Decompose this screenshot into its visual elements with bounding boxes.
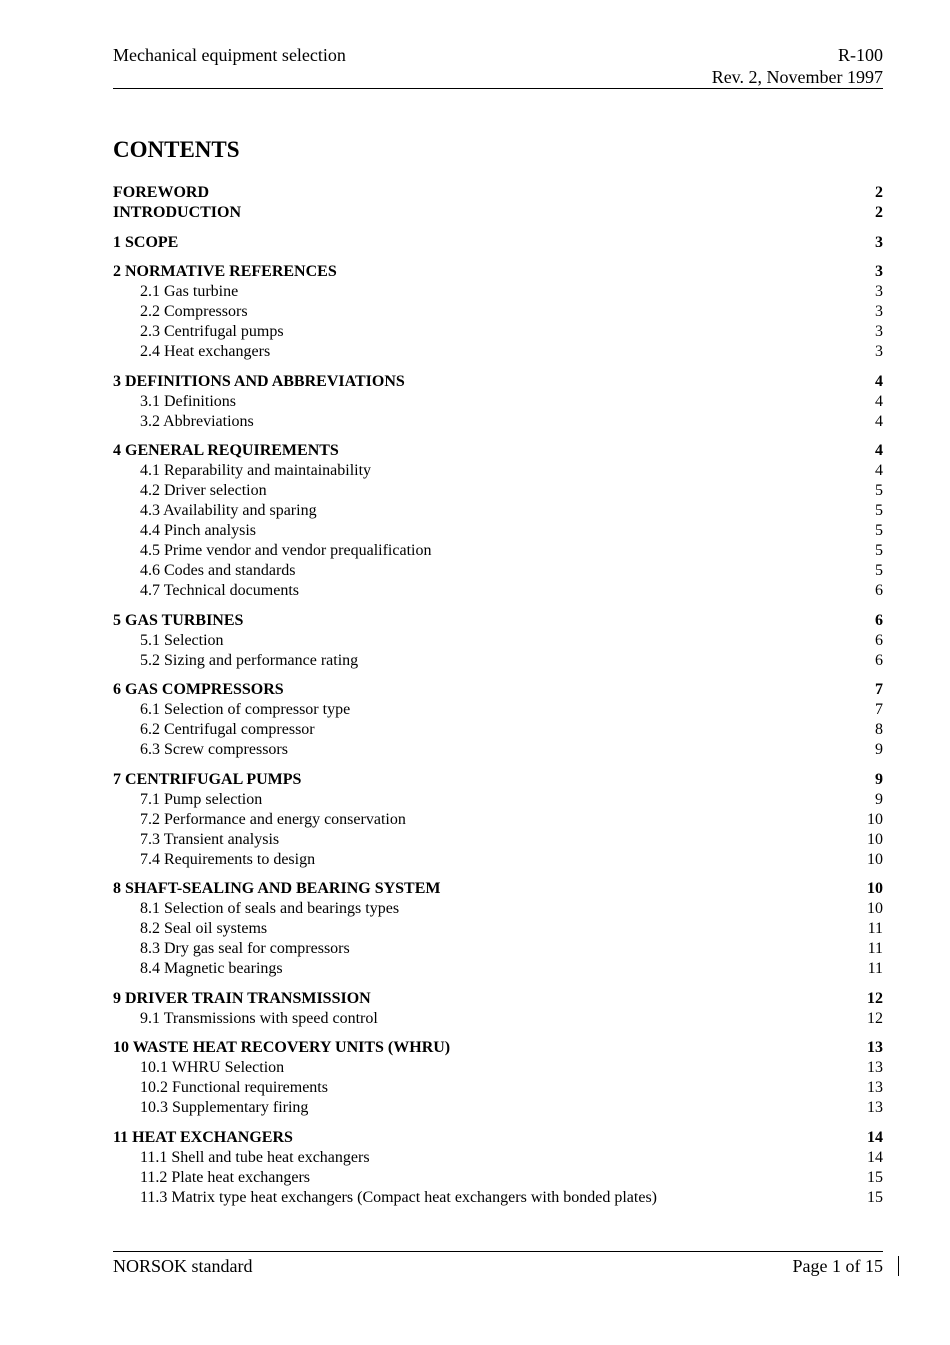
- toc-page: 14: [867, 1148, 883, 1166]
- toc-page: 11: [867, 920, 883, 937]
- toc-label: 2 NORMATIVE REFERENCES: [113, 263, 337, 280]
- toc-page: 6: [875, 611, 883, 629]
- toc-page: 10: [867, 810, 883, 828]
- toc-entry-6-1[interactable]: [113, 700, 883, 720]
- toc-label: 8.4 Magnetic bearings: [140, 960, 283, 977]
- toc-label: 11.1 Shell and tube heat exchangers: [140, 1148, 370, 1166]
- toc-label: 8.3 Dry gas seal for compressors: [140, 940, 350, 957]
- toc-label: 11.3 Matrix type heat exchangers (Compact heat exchangers with bonded plates): [140, 1188, 658, 1206]
- toc-label: 7.3 Transient analysis: [140, 830, 280, 848]
- contents-heading: CONTENTS: [113, 137, 240, 162]
- toc-entry-chapter-7[interactable]: [113, 770, 883, 790]
- toc-entry-foreword[interactable]: [113, 183, 883, 203]
- toc-group-8: [113, 879, 883, 979]
- toc-entry-2-1[interactable]: [113, 282, 883, 302]
- toc-page: 15: [867, 1188, 883, 1206]
- toc-label: 6.2 Centrifugal compressor: [140, 721, 315, 738]
- toc-entry-chapter-6[interactable]: [113, 680, 883, 700]
- toc-label: 10.3 Supplementary firing: [140, 1099, 309, 1116]
- toc-page: 4: [875, 412, 883, 430]
- toc-label: 4.2 Driver selection: [140, 482, 267, 499]
- toc-label: 3.2 Abbreviations: [140, 412, 254, 430]
- toc-label: FOREWORD: [113, 184, 209, 201]
- toc-page: 5: [875, 482, 883, 499]
- toc-entry-chapter-5[interactable]: [113, 611, 883, 631]
- toc-page: 13: [867, 1039, 883, 1056]
- toc-page: 2: [875, 184, 883, 201]
- toc-entry-10-3[interactable]: [113, 1098, 883, 1118]
- toc-entry-7-3[interactable]: [113, 830, 883, 850]
- page-number: Page 1 of 15: [792, 1256, 883, 1276]
- toc-entry-3-1[interactable]: [113, 392, 883, 412]
- toc-page: 12: [867, 989, 883, 1007]
- toc-page: 6: [875, 631, 883, 649]
- toc-entry-4-7[interactable]: [113, 581, 883, 601]
- toc-entry-8-1[interactable]: [113, 899, 883, 919]
- toc-page: 4: [875, 462, 883, 479]
- toc-entry-4-2[interactable]: [113, 481, 883, 501]
- toc-entry-8-3[interactable]: [113, 939, 883, 959]
- toc-label: 7 CENTRIFUGAL PUMPS: [113, 770, 302, 788]
- toc-entry-chapter-11[interactable]: [113, 1128, 883, 1148]
- toc-label: 9 DRIVER TRAIN TRANSMISSION: [113, 989, 371, 1007]
- toc-page: 13: [867, 1099, 883, 1116]
- toc-entry-chapter-1[interactable]: [113, 233, 883, 253]
- toc-page: 11: [867, 960, 883, 977]
- toc-page: 5: [875, 522, 883, 539]
- toc-label: 8.1 Selection of seals and bearings types: [140, 900, 400, 917]
- toc-page: 5: [875, 502, 883, 519]
- toc-page: 10: [867, 830, 883, 848]
- toc-page: 5: [875, 562, 883, 579]
- toc-label: 5.1 Selection: [140, 631, 224, 649]
- toc-group-10: [113, 1038, 883, 1118]
- toc-label: 4.1 Reparability and maintainability: [140, 462, 372, 479]
- toc-page: 5: [875, 542, 883, 559]
- toc-label: 6 GAS COMPRESSORS: [113, 681, 284, 698]
- header-divider: [113, 88, 883, 89]
- toc-group-4: [113, 441, 883, 601]
- document-title: Mechanical equipment selection: [113, 45, 346, 65]
- toc-group-2: [113, 262, 883, 362]
- toc-label: 6.3 Screw compressors: [140, 741, 288, 758]
- toc-group-11: [113, 1128, 883, 1208]
- toc-entry-6-3[interactable]: [113, 740, 883, 760]
- toc-page: 6: [875, 582, 883, 599]
- toc-label: 4.4 Pinch analysis: [140, 522, 256, 539]
- toc-page: 15: [867, 1168, 883, 1186]
- toc-entry-11-3[interactable]: [113, 1188, 883, 1208]
- toc-label: 1 SCOPE: [113, 233, 179, 251]
- toc-page: 3: [875, 233, 883, 251]
- toc-entry-4-3[interactable]: [113, 501, 883, 521]
- page-header: [113, 44, 883, 88]
- toc-entry-7-2[interactable]: [113, 810, 883, 830]
- toc-entry-6-2[interactable]: [113, 720, 883, 740]
- toc-entry-4-1[interactable]: [113, 461, 883, 481]
- revision-change-bar: [898, 1256, 899, 1276]
- toc-label: 4.5 Prime vendor and vendor prequalification: [140, 542, 432, 559]
- toc-entry-11-1[interactable]: [113, 1148, 883, 1168]
- revision-info: Rev. 2, November 1997: [711, 67, 883, 87]
- toc-group-front-matter: [113, 183, 883, 223]
- toc-label: 5 GAS TURBINES: [113, 611, 244, 629]
- toc-page: 10: [867, 880, 883, 897]
- toc-page: 7: [875, 701, 883, 718]
- toc-label: 2.1 Gas turbine: [140, 283, 239, 300]
- footer-standard-name: NORSOK standard: [113, 1256, 253, 1276]
- toc-label: 3.1 Definitions: [140, 392, 236, 410]
- toc-page: 3: [875, 323, 883, 340]
- toc-page: 13: [867, 1079, 883, 1096]
- toc-entry-2-3[interactable]: [113, 322, 883, 342]
- toc-entry-introduction[interactable]: [113, 203, 883, 223]
- toc-label: 10 WASTE HEAT RECOVERY UNITS (WHRU): [113, 1039, 451, 1056]
- toc-entry-11-2[interactable]: [113, 1168, 883, 1188]
- toc-entry-chapter-9[interactable]: [113, 989, 883, 1009]
- toc-page: 6: [875, 651, 883, 669]
- toc-page: 7: [875, 681, 883, 698]
- toc-label: 5.2 Sizing and performance rating: [140, 651, 359, 669]
- toc-page: 3: [875, 303, 883, 320]
- toc-label: 8 SHAFT-SEALING AND BEARING SYSTEM: [113, 880, 441, 897]
- page-footer: [113, 1255, 883, 1277]
- toc-page: 3: [875, 263, 883, 280]
- toc-label: 4.7 Technical documents: [140, 582, 299, 599]
- toc-entry-3-2[interactable]: [113, 412, 883, 432]
- toc-entry-chapter-8[interactable]: [113, 879, 883, 899]
- toc-label: 9.1 Transmissions with speed control: [140, 1009, 378, 1027]
- toc-page: 12: [867, 1009, 883, 1027]
- toc-entry-7-4[interactable]: [113, 850, 883, 870]
- toc-label: 4.6 Codes and standards: [140, 562, 296, 579]
- toc-group-3: [113, 372, 883, 432]
- toc-entry-8-4[interactable]: [113, 959, 883, 979]
- toc-label: 4 GENERAL REQUIREMENTS: [113, 442, 339, 459]
- toc-entry-9-1[interactable]: [113, 1009, 883, 1029]
- table-of-contents: [113, 183, 883, 1208]
- toc-page: 9: [875, 741, 883, 758]
- toc-entry-5-2[interactable]: [113, 651, 883, 671]
- toc-page: 2: [875, 204, 883, 221]
- toc-group-5: [113, 611, 883, 671]
- toc-label: 7.4 Requirements to design: [140, 850, 316, 868]
- toc-entry-chapter-3[interactable]: [113, 372, 883, 392]
- toc-entry-10-1[interactable]: [113, 1058, 883, 1078]
- toc-entry-4-5[interactable]: [113, 541, 883, 561]
- toc-label: 10.1 WHRU Selection: [140, 1059, 285, 1076]
- footer-divider: [113, 1251, 883, 1252]
- toc-entry-5-1[interactable]: [113, 631, 883, 651]
- toc-label: 11.2 Plate heat exchangers: [140, 1168, 311, 1186]
- toc-page: 9: [875, 790, 883, 808]
- toc-label: 10.2 Functional requirements: [140, 1079, 328, 1096]
- toc-label: 7.2 Performance and energy conservation: [140, 810, 406, 828]
- toc-page: 11: [867, 940, 883, 957]
- toc-label: 2.2 Compressors: [140, 303, 248, 320]
- toc-entry-4-4[interactable]: [113, 521, 883, 541]
- toc-group-6: [113, 680, 883, 760]
- toc-group-7: [113, 770, 883, 870]
- toc-entry-chapter-4[interactable]: [113, 441, 883, 461]
- toc-group-9: [113, 989, 883, 1029]
- toc-entry-2-4[interactable]: [113, 342, 883, 362]
- toc-label: 11 HEAT EXCHANGERS: [113, 1128, 293, 1146]
- toc-page: 9: [875, 770, 883, 788]
- toc-entry-7-1[interactable]: [113, 790, 883, 810]
- toc-page: 14: [867, 1128, 883, 1146]
- toc-label: 6.1 Selection of compressor type: [140, 701, 351, 718]
- toc-page: 3: [875, 283, 883, 300]
- toc-page: 8: [875, 721, 883, 738]
- toc-entry-2-2[interactable]: [113, 302, 883, 322]
- toc-page: 10: [867, 900, 883, 917]
- toc-entry-4-6[interactable]: [113, 561, 883, 581]
- toc-label: 8.2 Seal oil systems: [140, 920, 268, 937]
- toc-page: 4: [875, 392, 883, 410]
- toc-label: 2.4 Heat exchangers: [140, 343, 271, 360]
- toc-label: 3 DEFINITIONS AND ABBREVIATIONS: [113, 372, 405, 390]
- toc-label: 4.3 Availability and sparing: [140, 502, 317, 519]
- toc-page: 10: [867, 850, 883, 868]
- toc-entry-chapter-2[interactable]: [113, 262, 883, 282]
- toc-page: 4: [875, 442, 883, 459]
- toc-group-1: [113, 233, 883, 253]
- document-id: R-100: [838, 45, 883, 65]
- toc-label: INTRODUCTION: [113, 204, 242, 221]
- header-row: [113, 44, 883, 66]
- toc-entry-chapter-10[interactable]: [113, 1038, 883, 1058]
- toc-page: 3: [875, 343, 883, 360]
- toc-page: 13: [867, 1059, 883, 1076]
- toc-entry-8-2[interactable]: [113, 919, 883, 939]
- toc-label: 7.1 Pump selection: [140, 790, 263, 808]
- toc-label: 2.3 Centrifugal pumps: [140, 323, 284, 340]
- toc-entry-10-2[interactable]: [113, 1078, 883, 1098]
- toc-page: 4: [875, 372, 883, 390]
